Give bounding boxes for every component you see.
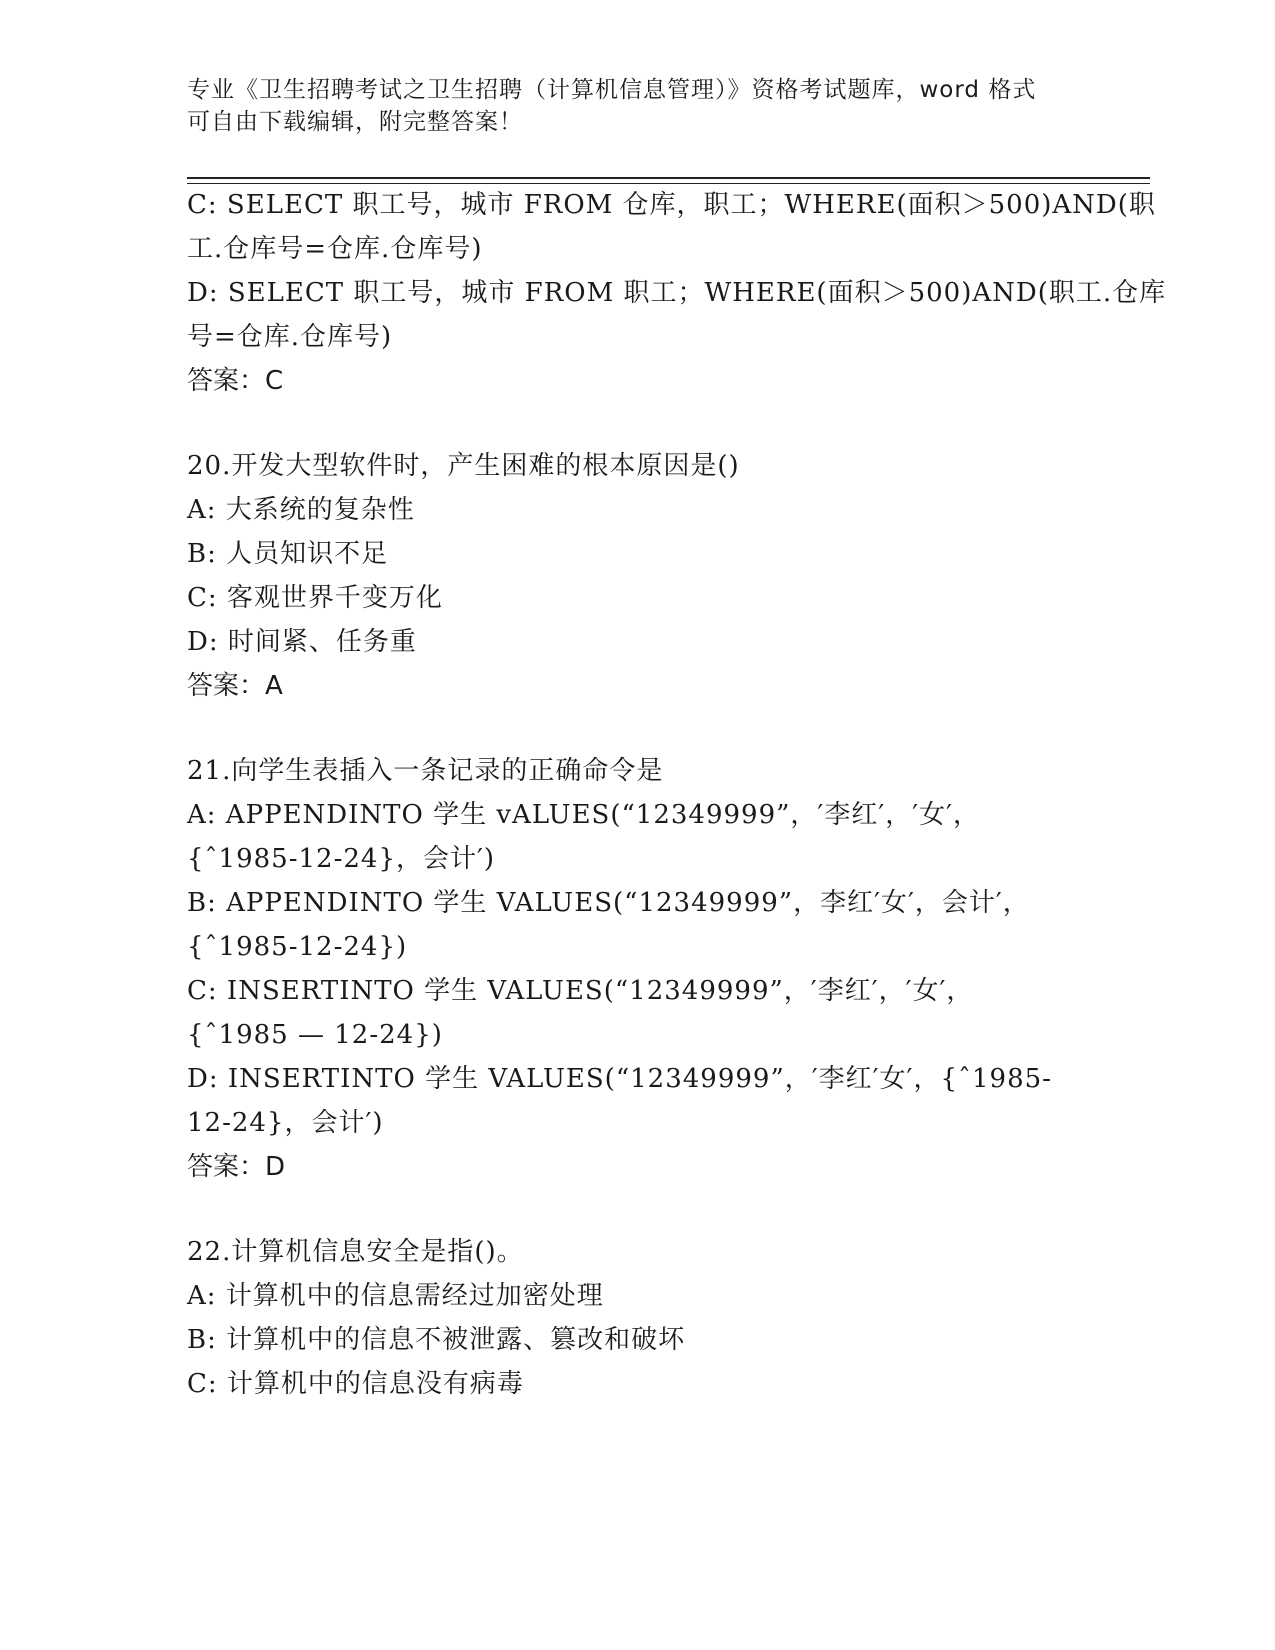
question-21-option-d-line-2: 12-24}，会计′) [187,1108,384,1138]
question-20-option-c: C: 客观世界千变万化 [187,583,443,613]
question-21-option-b-line-1: B: APPENDINTO 学生 VALUES(“12349999”，李红′女′，会计′， [187,888,1030,918]
question-21-option-c-line-1: C: INSERTINTO 学生 VALUES(“12349999”，′李红′，′女′， [187,976,974,1006]
answer-21: 答案：D [187,1152,286,1182]
question-22: 22.计算机信息安全是指()。 [187,1237,524,1267]
document-header [187,74,1067,138]
question-21-option-c-line-2: {ˆ1985 — 12-24}) [187,1020,443,1050]
option-d-line-1: D: SELECT 职工号，城市 FROM 职工；WHERE(面积＞500)AND(职工.仓库 [187,278,1167,308]
question-22-option-a: A: 计算机中的信息需经过加密处理 [187,1281,604,1311]
option-c-line-2: 工.仓库号=仓库.仓库号) [187,234,483,264]
option-d-line-2: 号=仓库.仓库号) [187,322,393,352]
header-divider-thin [187,183,1150,184]
question-22-option-c: C: 计算机中的信息没有病毒 [187,1369,524,1399]
question-21-option-d-line-1: D: INSERTINTO 学生 VALUES(“12349999”，′李红′女′，{ˆ1985- [187,1064,1052,1094]
answer-19: 答案：C [187,366,284,396]
question-21: 21.向学生表插入一条记录的正确命令是 [187,756,664,786]
question-20-option-d: D: 时间紧、任务重 [187,627,417,657]
option-c-line-1: C: SELECT 职工号，城市 FROM 仓库，职工；WHERE(面积＞500)AND(职 [187,190,1156,220]
answer-20: 答案：A [187,671,283,701]
question-21-option-b-line-2: {ˆ1985-12-24}) [187,932,408,962]
question-21-option-a-line-1: A: APPENDINTO 学生 vALUES(“12349999”，′李红′，′女′， [187,800,981,830]
header-divider-thick [187,177,1150,179]
question-22-option-b: B: 计算机中的信息不被泄露、篡改和破坏 [187,1325,686,1355]
question-20: 20.开发大型软件时，产生困难的根本原因是() [187,451,740,481]
header-line-1: 专业《卫生招聘考试之卫生招聘（计算机信息管理）》资格考试题库，word 格式 [187,77,1037,103]
question-21-option-a-line-2: {ˆ1985-12-24}，会计′) [187,844,496,874]
header-line-2: 可自由下载编辑，附完整答案！ [187,109,523,135]
question-20-option-a: A: 大系统的复杂性 [187,495,415,525]
question-20-option-b: B: 人员知识不足 [187,539,389,569]
